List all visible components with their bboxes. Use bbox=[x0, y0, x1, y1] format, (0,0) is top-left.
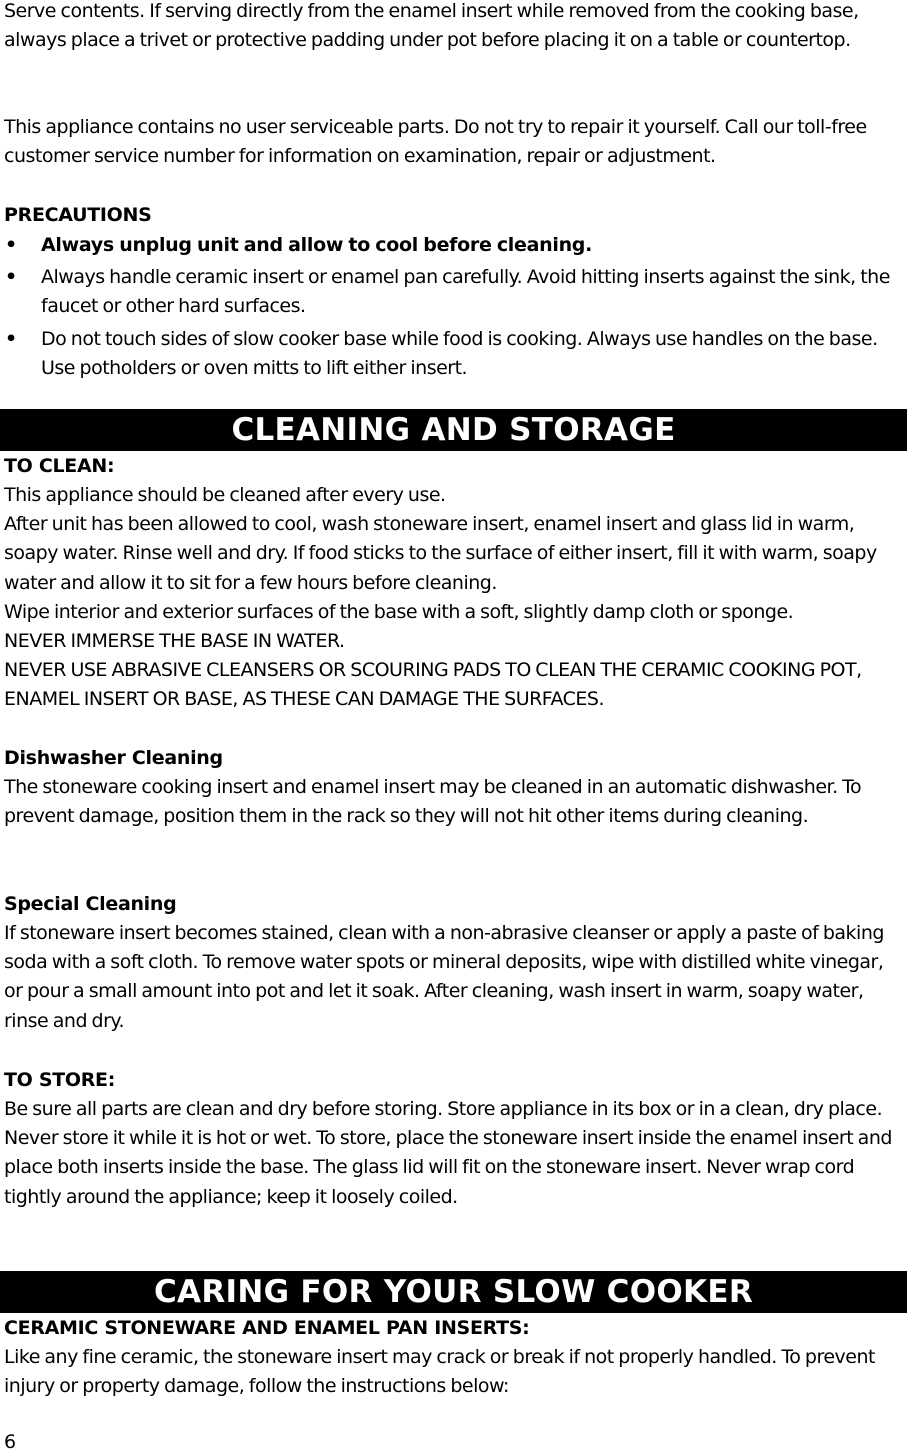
to-clean-heading: TO CLEAN: bbox=[4, 455, 115, 477]
precaution-text: Always unplug unit and allow to cool before cleaning. bbox=[41, 234, 593, 256]
to-store-paragraph: Be sure all parts are clean and dry before storing. Store appliance in its box or in a clean, dry place. Never store it while it is hot or wet. To store, place the stoneware insert inside the enamel insert and place both inserts inside the base. The glass lid will fit on the stoneware insert. Never wrap cord tightly around the appliance; keep it loosely coiled. bbox=[4, 1098, 892, 1208]
dishwasher-cleaning-heading: Dishwasher Cleaning bbox=[4, 747, 223, 769]
to-clean-line: This appliance should be cleaned after every use. bbox=[4, 484, 446, 506]
special-cleaning-heading: Special Cleaning bbox=[4, 893, 177, 915]
precaution-text: Always handle ceramic insert or enamel pan carefully. Avoid hitting inserts against the sink, the faucet or other hard surfaces. bbox=[41, 266, 890, 318]
bullet-icon: • bbox=[5, 266, 17, 289]
ceramic-inserts-paragraph: Like any fine ceramic, the stoneware insert may crack or break if not properly handled. To prevent injury or property damage, follow the instructions below: bbox=[4, 1346, 875, 1398]
to-clean-warning: NEVER USE ABRASIVE CLEANSERS OR SCOURING PADS TO CLEAN THE CERAMIC COOKING POT, ENAMEL INSERT OR BASE, AS THESE CAN DAMAGE THE SURFACES. bbox=[4, 659, 862, 711]
precaution-text: Do not touch sides of slow cooker base while food is cooking. Always use handles on the base. Use potholders or oven mitts to lift either insert. bbox=[41, 327, 878, 379]
to-clean-line: After unit has been allowed to cool, wash stoneware insert, enamel insert and glass lid in warm, soapy water. Rinse well and dry. If food sticks to the surface of either insert, fill it with warm, soapy water and allow it to sit for a few hours before cleaning. bbox=[4, 513, 877, 594]
dishwasher-cleaning-paragraph: The stoneware cooking insert and enamel insert may be cleaned in an automatic dishwasher. To prevent damage, position them in the rack so they will not hit other items during cleaning. bbox=[4, 776, 862, 828]
caring-for-slow-cooker-banner: CARING FOR YOUR SLOW COOKER bbox=[0, 1271, 907, 1313]
to-clean-body bbox=[4, 481, 904, 715]
ceramic-inserts-heading: CERAMIC STONEWARE AND ENAMEL PAN INSERTS: bbox=[4, 1317, 530, 1339]
serve-contents-paragraph: Serve contents. If serving directly from the enamel insert while removed from the cooking base, always place a trivet or protective padding under pot before placing it on a table or countertop. bbox=[4, 0, 859, 52]
cleaning-and-storage-banner: CLEANING AND STORAGE bbox=[0, 409, 907, 451]
bullet-icon: • bbox=[5, 234, 17, 256]
precaution-item bbox=[4, 231, 904, 260]
to-store-heading: TO STORE: bbox=[4, 1069, 116, 1091]
bullet-icon: • bbox=[5, 327, 17, 350]
no-serviceable-parts-paragraph: This appliance contains no user serviceable parts. Do not try to repair it yourself. Call our toll-free customer service number for information on examination, repair or adjustment. bbox=[4, 116, 867, 168]
to-clean-line: Wipe interior and exterior surfaces of the base with a soft, slightly damp cloth or sponge. bbox=[4, 600, 794, 623]
precaution-item bbox=[4, 325, 904, 383]
special-cleaning-paragraph: If stoneware insert becomes stained, clean with a non-abrasive cleanser or apply a paste of baking soda with a soft cloth. To remove water spots or mineral deposits, wipe with distilled white vinegar, or pour a small amount into pot and let it soak. After cleaning, wash insert in warm, soapy water, rinse and dry. bbox=[4, 922, 884, 1032]
to-clean-warning: NEVER IMMERSE THE BASE IN WATER. bbox=[4, 630, 345, 653]
precautions-heading: PRECAUTIONS bbox=[4, 204, 152, 226]
precautions-list bbox=[4, 231, 904, 383]
precaution-item bbox=[4, 263, 904, 321]
page-number: 6 bbox=[4, 1431, 17, 1453]
